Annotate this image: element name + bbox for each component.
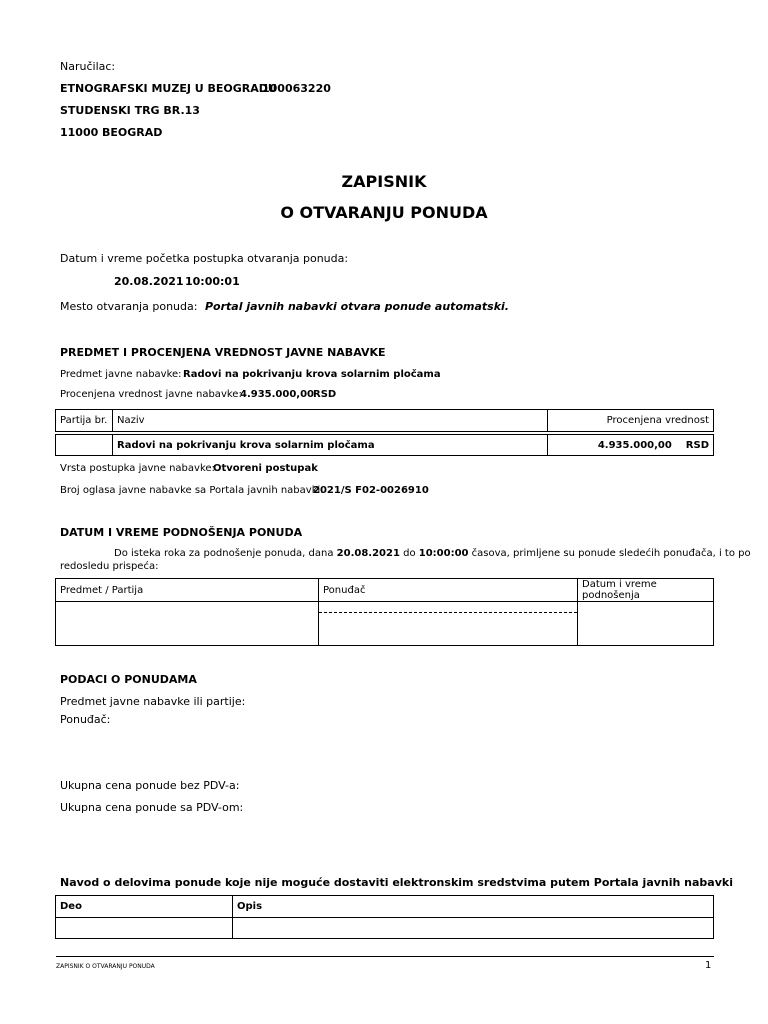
notice-label: Broj oglasa javne nabavke sa Portala javnih nabavki: [60, 485, 324, 496]
submission-time: 10:00:00 [418, 548, 469, 559]
subject-value: Radovi na pokrivanju krova solarnim pločama [183, 369, 441, 380]
footer-divider [56, 956, 714, 957]
submission-text-pre: Do isteka roka za podnošenje ponuda, dana [114, 548, 337, 559]
parts-heading: Navod o delovima ponude koje nije moguće dostaviti elektronskim sredstvima putem Portala javnih nabavki [60, 876, 733, 889]
opening-date: 20.08.2021 [114, 275, 184, 288]
opening-place-value: Portal javnih nabavki otvara ponude automatski. [205, 300, 509, 313]
city: BEOGRAD [102, 126, 163, 139]
row-value [548, 435, 714, 456]
org-address: STUDENSKI TRG BR.13 [60, 104, 200, 117]
org-id: 100063220 [262, 82, 331, 95]
procedure-label: Vrsta postupka javne nabavke: [60, 463, 215, 474]
row-naziv: Radovi na pokrivanju krova solarnim pločama [113, 435, 548, 456]
total-vat-label: Ukupna cena ponude sa PDV-om: [60, 801, 244, 814]
parts-table [55, 895, 714, 939]
subject-table-header [56, 410, 714, 432]
total-no-vat-label: Ukupna cena ponude bez PDV-a: [60, 779, 240, 792]
col-naziv-header: Naziv [113, 410, 548, 432]
estimate-label: Procenjena vrednost javne nabavke: [60, 389, 242, 400]
col-datum-header: Datum i vreme podnošenja [578, 579, 714, 602]
opening-place-label: Mesto otvaranja ponuda: [60, 300, 198, 313]
col-ponudjac-header: Ponuđač [319, 579, 578, 602]
estimate-currency: RSD [313, 389, 337, 400]
footer-doc-name: ZAPISNIK O OTVARANJU PONUDA [56, 963, 155, 970]
submission-text-line2: redosledu prispeća: [60, 561, 159, 572]
subject-table-row [55, 434, 714, 456]
offers-bidder-label: Ponuđač: [60, 713, 111, 726]
narucilac-label: Naručilac: [60, 60, 116, 73]
offers-heading: PODACI O PONUDAMA [60, 673, 197, 686]
offers-subject-label: Predmet javne nabavke ili partije: [60, 695, 246, 708]
col-deo-header: Deo [56, 896, 233, 918]
col-partija-header: Partija br. [56, 410, 113, 432]
row-value-amount: 4.935.000,00 [597, 439, 672, 451]
subject-label: Predmet javne nabavke: [60, 369, 182, 380]
postal-code: 11000 [60, 126, 99, 139]
page-number: 1 [705, 960, 712, 971]
row-predmet [56, 602, 319, 646]
submission-text-post: časova, primljene su ponude sledećih ponuđača, i to po [468, 548, 751, 559]
row-value-currency: RSD [685, 439, 709, 451]
subject-heading: PREDMET I PROCENJENA VREDNOST JAVNE NABAVKE [60, 346, 386, 359]
org-name: ETNOGRAFSKI MUZEJ U BEOGRADU [60, 82, 277, 95]
submission-table-row [56, 602, 714, 646]
col-value-header: Procenjena vrednost [548, 410, 714, 432]
col-predmet-header: Predmet / Partija [56, 579, 319, 602]
submission-date: 20.08.2021 [336, 548, 400, 559]
opening-time: 10:00:01 [185, 275, 240, 288]
row-deo [56, 918, 233, 939]
row-partija [56, 435, 113, 456]
document-subtitle: O OTVARANJU PONUDA [280, 203, 488, 222]
subject-table [55, 409, 714, 432]
submission-text-mid: do [399, 548, 419, 559]
parts-table-header [56, 896, 714, 918]
row-ponudjac-divider [319, 612, 577, 635]
row-datum [578, 602, 714, 646]
parts-table-row [56, 918, 714, 939]
submission-table-header [56, 579, 714, 602]
submission-table [55, 578, 714, 646]
document-title: ZAPISNIK [341, 172, 427, 191]
row-ponudjac [319, 602, 578, 646]
notice-value: 2021/S F02-0026910 [313, 485, 429, 496]
submission-text [114, 548, 751, 559]
opening-datetime-label: Datum i vreme početka postupka otvaranja ponuda: [60, 252, 349, 265]
estimate-value: 4.935.000,00 [240, 389, 315, 400]
row-opis [233, 918, 714, 939]
procedure-value: Otvoreni postupak [213, 463, 318, 474]
col-opis-header: Opis [233, 896, 714, 918]
submission-heading: DATUM I VREME PODNOŠENJA PONUDA [60, 526, 303, 539]
